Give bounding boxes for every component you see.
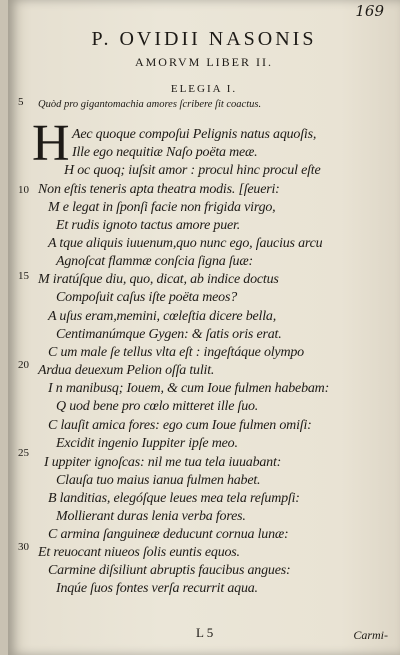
elegy-heading: ELEGIA I.: [170, 83, 238, 95]
verse-line: Non eſtis teneris apta theatra modis. [ſeueri:: [38, 182, 280, 197]
book-page: [8, 0, 400, 655]
line-number: 15: [18, 270, 29, 282]
verse-line: Ille ego nequitiæ Naſo poëta meæ.: [72, 145, 258, 160]
verse-line: Aec quoque compoſui Pelignis natus aquoſis,: [72, 127, 317, 142]
line-number: 5: [18, 96, 24, 108]
running-title: P. OVIDII NASONIS: [91, 28, 317, 50]
verse-line: B landitias, elegóſque leues mea tela reſumpſi:: [48, 491, 300, 506]
verse-line: Centimanúmque Gygen: & ſatis oris erat.: [56, 327, 282, 342]
book-subtitle: AMORVM LIBER II.: [134, 55, 274, 69]
verse-line: Excidit ingenio Iuppiter ipſe meo.: [56, 436, 238, 451]
line-number: 20: [18, 359, 29, 371]
verse-line: Et rudis ignoto tactus amore puer.: [56, 218, 241, 233]
verse-line: M iratúſque diu, quo, dicat, ab indice doctus: [38, 272, 279, 287]
verse-line: Inqúe ſuos fontes verſa recurrit aqua.: [56, 581, 258, 596]
verse-line: I uppiter ignoſcas: nil me tua tela iuuabant:: [44, 455, 282, 470]
catchword: Carmi-: [353, 628, 388, 642]
verse-line: Clauſa tuo maius ianua fulmen habet.: [56, 473, 261, 488]
line-number: 25: [18, 447, 29, 459]
verse-line: H oc quoq; iuſsit amor : procul hinc procul eſte: [64, 163, 321, 178]
page-number: 169: [355, 2, 384, 20]
verse-line: C armina ſanguineæ deducunt cornua lunæ:: [48, 527, 289, 542]
verse-line: C lauſit amica fores: ego cum Ioue fulmen omiſi:: [48, 418, 312, 433]
verse-line: C um male ſe tellus vlta eſt : ingeſtáque olympo: [48, 345, 304, 360]
verse-line: A tque aliquis iuuenum,quo nunc ego, ſaucius arcu: [48, 236, 323, 251]
verse-line: Compoſuit caſus iſte poëta meos?: [56, 290, 238, 305]
elegy-argument: Quòd pro gigantomachia amores ſcribere ſit coactus.: [38, 99, 262, 110]
drop-capital: H: [32, 115, 70, 172]
verse-line: Q uod bene pro cœlo mitteret ille ſuo.: [56, 399, 259, 414]
verse-line: A uſus eram,memini, cœleſtia dicere bella,: [48, 309, 277, 324]
verse-line: I n manibusq; Iouem, & cum Ioue fulmen habebam:: [48, 381, 330, 396]
verse-line: Agnoſcat flammæ conſcia ſigna ſuæ:: [56, 254, 253, 269]
verse-line: M e legat in ſponſi facie non frigida virgo,: [48, 200, 276, 215]
verse-line: Et reuocant niueos ſolis euntis equos.: [38, 545, 240, 560]
line-number: 30: [18, 541, 29, 553]
signature-mark: L 5: [196, 625, 214, 640]
verse-line: Ardua deuexum Pelion oſſa tulit.: [38, 363, 215, 378]
line-number: 10: [18, 184, 29, 196]
verse-line: Carmine diſsiliunt abruptis faucibus angues:: [48, 563, 291, 578]
verse-line: Mollierant duras lenia verba fores.: [56, 509, 246, 524]
